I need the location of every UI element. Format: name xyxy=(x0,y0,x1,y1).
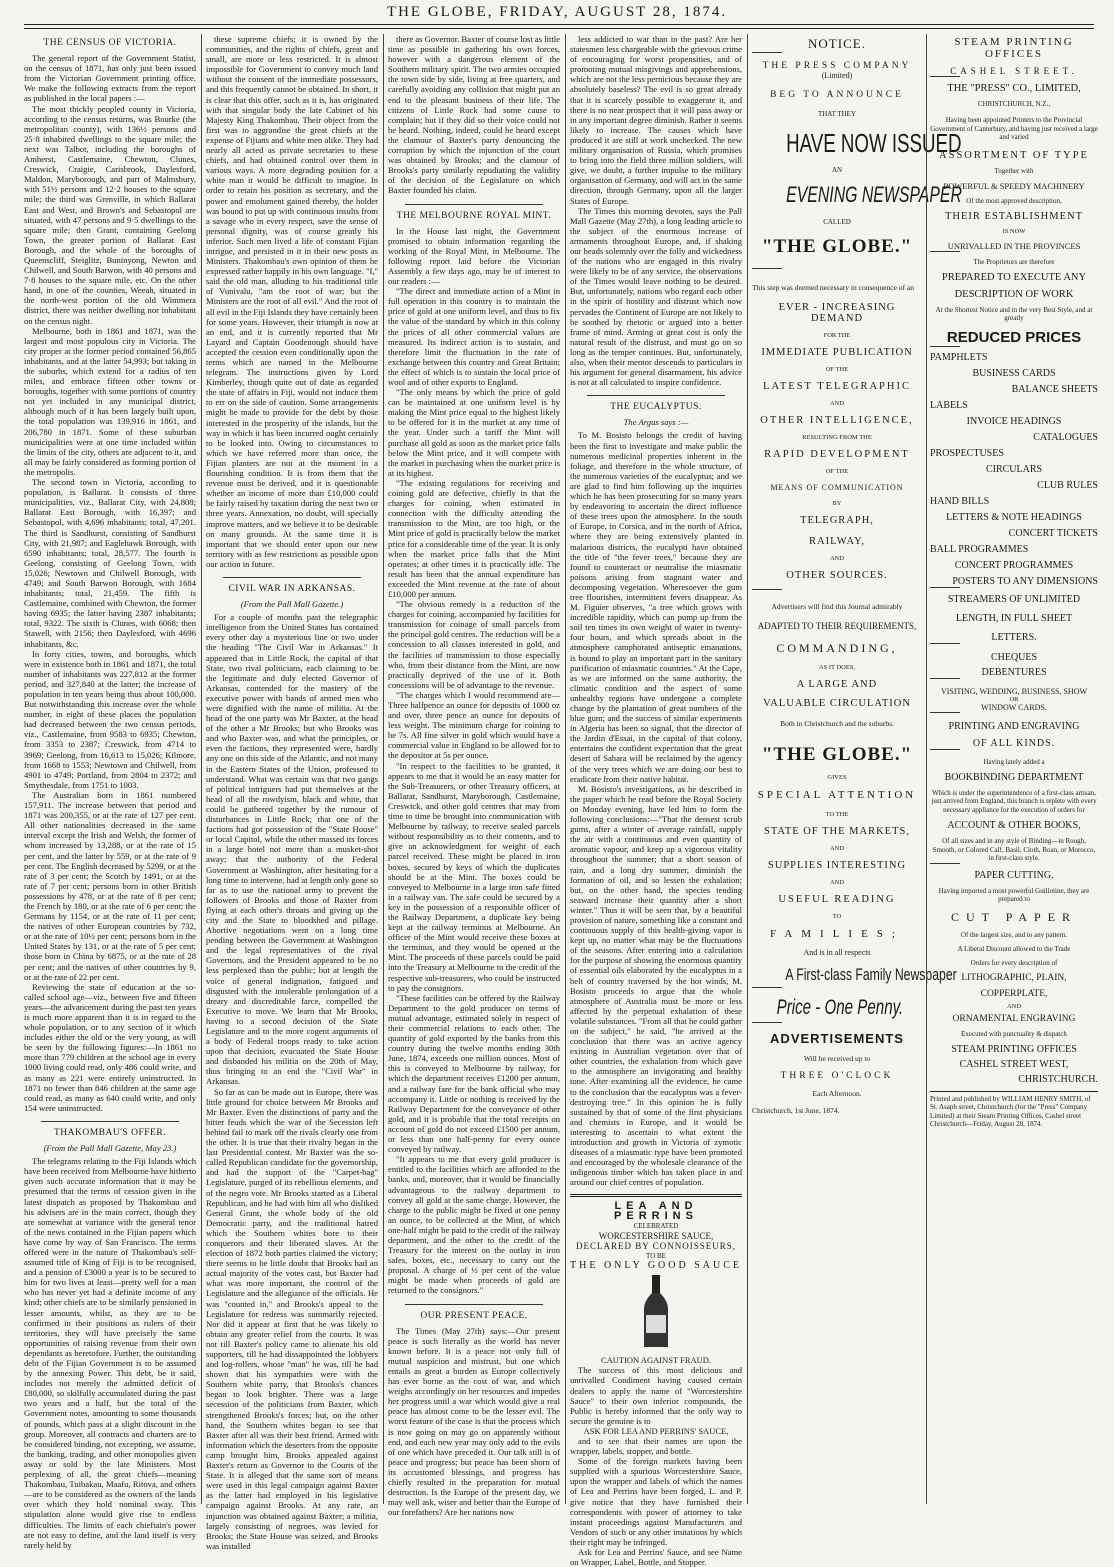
separator xyxy=(405,204,543,205)
ad-line: DEBENTURES xyxy=(981,666,1047,678)
ad-line: A Liberal Discount allowed to the Trade xyxy=(957,944,1071,953)
paragraph: The Australian born in 1861 numbered 157,911. The increase between that period and 1871 was 200,355, or at the rate of 127 per cent. All other nationalities decreased in the same interval except the Irish and Welsh, the former of whom increased by 13,288, or at the rate of 15 per cent, and the latter by 559, or at the rate of 9 per cent. The English decreased by 5299, or at the rate of 3 per cent; the Scotch by 1491, or at the rate of 7 per cent; persons born in other British possessions by 478, or at the rate of 8 per cent; the French by 180, or at the rate of 6 per cent; the Germans by 1154, or at the rate of 11 per cent; the natives of other European countries by 732, or at the rate of 10½ per cent; persons born in the United States by 131, or at the rate of 5 per cent; those born in China by 6875, or at the rate of 28 per cent; and the natives of other countries by 9, or at the rate of 22 per cent. xyxy=(24,789,196,982)
service-item: LABELS xyxy=(930,399,968,411)
paragraph: "The only means by which the price of gold can be maintained at one uniform level is by making the Mint price equal to the highest likely to be offered for it in the market at any time of the year. Under such a tariff the Mint will purchase all gold as soon as the market price falls below the Mint price, and it will compete with the market in purchasing when the market price is at its highest. xyxy=(388,387,560,478)
ad-line: Which is under the superintendence of a first-class artisan, just arrived from England, this branch is replete with every necessary appliance for the execution of orders for xyxy=(931,788,1097,814)
notice-line: OTHER SOURCES. xyxy=(786,570,888,581)
divider xyxy=(930,346,960,347)
divider xyxy=(930,678,960,679)
ad-title: STEAM PRINTING OFFICES xyxy=(954,36,1074,60)
notice-line: IMMEDIATE PUBLICATION xyxy=(761,347,913,358)
ad-line: ORNAMENTAL ENGRAVING xyxy=(952,1013,1076,1024)
separator xyxy=(587,395,725,396)
ad-line: PREPARED TO EXECUTE ANY xyxy=(941,271,1087,283)
ad-line: LENGTH, IN FULL SHEET xyxy=(955,612,1073,624)
column-rule xyxy=(201,34,202,1504)
notice-line: And is in all respects xyxy=(803,948,871,957)
ad-line: ASSORTMENT OF TYPE xyxy=(939,149,1089,161)
ad-reduced-prices: REDUCED PRICES xyxy=(946,328,1082,346)
service-item: CLUB RULES xyxy=(1037,479,1098,491)
service-item: BALL PROGRAMMES xyxy=(930,543,1029,555)
paragraph: For a couple of months past the telegraphic intelligence from the United States has contained every other day a mysterious line or two under the heading "The Civil War in Arkansas." It appeared that in Little Rock, the capital of that State, two rival politicians, each claiming to be the legitimate and duly elected Governor of Arkansas, contended for the mastery of the executive power with bands of armed men who were dignified with the name of militia. At the head of the one party was Mr Baxter, at the head of the other a Mr Brooks; but who Brooks was and who Baxter was, and what the principles, or even the factions, they represented were, hardly any one on this side of the Atlantic, and not many in the Eastern States of the Union, professed to understand. What was certain was that two gangs of political intriguers had put themselves at the head of all the rowdyism, black and white, that could be gathered together by the rumour of disturbances in Little Rock; that one of the factions had got possession of the "State House" or local Capitol, while the other massed its forces in a large hotel not more than a musket-shot away; that the authority of the Federal Government at Washington, after hesitating for a long time to intervene, had at length only gone so far as to use the national army to prevent the followers of Brooks and those of Baxter from flying at each other's throats and giving up the city and the State to bloodshed and pillage. Abortive negotiations went on a long time pending between the Government at Washington and the legal representatives of the rival Governors, and the President appeared to be no less perplexed than the public; but at length the voice of general indignation, fatigued and disgusted with the intolerable prolongation of a dreary and discreditable farce, compelled the Executive to move. We learn that Mr Brooks, having to a second decision of the State Legislature and to the more cogent arguments of a body of Federal troops ready to take action upon that decision, evacuated the State House and disbanded his militia on the 20th of May, thus bringing to an end the "Civil War" in Arkansas. xyxy=(206,612,378,1087)
service-item: POSTERS TO ANY DIMENSIONS xyxy=(952,575,1098,587)
notice-line: AN xyxy=(831,166,843,174)
paragraph: The success of this most delicious and unrivalled Condiment having caused certain dealers to apply the name of "Worcestershire Sauce" to their own inferior compounds, the Public is hereby informed that the only way to secure the genuine is to xyxy=(570,1365,742,1426)
column-1 xyxy=(24,34,196,1550)
paragraph: In the House last night, the Government promised to obtain information regarding the working of the Royal Mint, in Melbourne. The following report laid before the Victorian Assembly a few days ago, may be of interest to our readers :— xyxy=(388,225,560,287)
notice-line: OF THE xyxy=(825,366,849,373)
paragraph: "In respect to the facilities to be granted, it appears to me that it would be an easy matter for the Sub-Treasurers, or other Treasury officers, at Ballarat, Sandhurst, Maryborough, Castlemaine, Creswick, and other gold centres that may from time to time be brought into communication with Melbourne by railway, to receive sealed parcels without responsibility as to their contents, and to give an acknowledgment for weight of each parcel received. These might be placed in iron boxes, secured by keys of which the duplicates should be at the Mint. The boxes could be conveyed to Melbourne in a large iron safe fitted in a railway van. The safe could be secured by a key in the possession of a responsible officer of the Railway Department, a duplicate key being kept at the railway terminus at Melbourne. An officer of the Mint would receive these boxes at the terminus, and they would be opened at the Mint. The proceeds of these parcels could be paid into the Treasury at Melbourne to the credit of the respective sub-treasurers, who could be instructed to pay the consignors. xyxy=(388,760,560,993)
column-3 xyxy=(388,34,560,1518)
source-line: (From the Pall Mall Gazette, May 23.) xyxy=(43,1143,177,1154)
headline-thakombau: THAKOMBAU'S OFFER. xyxy=(53,1127,167,1138)
source-line: (From the Pall Mall Gazette.) xyxy=(240,599,344,610)
ad-line: CHEQUES xyxy=(990,651,1038,663)
paragraph: In forty cities, towns, and boroughs, which were in existence both in 1861 and 1871, the total number of inhabitants was 227,812 at the former period, and 327,840 at the latter; the increase of population in ten years being thus about 100,000. But notwithstanding this increase over the whole number, in eight of these places the population had decreased between the two census periods, viz., Castlemaine, from 9583 to 6935; Chewton, from 3353 to 2387; Creswick, from 4714 to 3969; Geelong, from 16,613 to 15,026; Kilmore, from 1668 to 1553; Newtown and Chilwell, from 4901 to 4749; Portland, from 2804 to 2372; and Smythesdale, from 1751 to 1003. xyxy=(24,648,196,790)
paragraph: "The direct and immediate action of a Mint in full operation in this country is to maintain the price of gold at one uniform level, and thus to fix the value of the standard by which in this colony the prices of all other commercial values are measured. Its indirect action is to sustain, and therefore limit the fluctuation in the rate of exchange between this country and Great Britain; the effect of which is to sustain the local price of wool and of other exports to England. xyxy=(388,286,560,387)
ad-line: PRINTING AND ENGRAVING xyxy=(948,720,1080,732)
ad-line: The Proprietors are therefore xyxy=(973,257,1055,266)
service-item: CATALOGUES xyxy=(1033,431,1098,443)
ad-line: CUT PAPER xyxy=(950,909,1078,924)
service-item: BALANCE SHEETS xyxy=(1011,383,1098,395)
paragraph: "The existing regulations for receiving and coining gold are defective, chiefly in that the charges for coining, when estimated in connection with the difficulty attending the transmission to the Mint, are too high, or the Mint price of gold is practically below the market price for a considerable time of the year. It is only when the market price falls that the Mint operates; at other times it is practically idle. The result has been that the annual expenditure has exceeded the Mint revenue at the rate of about £10,000 per annum. xyxy=(388,477,560,599)
notice-line: Advertisers will find this Journal admirably xyxy=(771,602,903,611)
notice-line: USEFUL READING xyxy=(778,894,896,905)
ad-line: VISITING, WEDDING, BUSINESS, SHOW xyxy=(940,686,1088,696)
divider xyxy=(752,987,782,988)
divider xyxy=(930,749,960,750)
headline-arkansas: CIVIL WAR IN ARKANSAS. xyxy=(228,583,356,594)
paragraph: "The obvious remedy is a reduction of the charges for coining, accompanied by facilities for transmission for coinage of small parcels from the principal gold centres. The reduction will be a concession to all classes interested in gold, and the facilities of transmission to those especially who, from their distance from the Mint, are now practically deprived of the use of it. Both concessions will be of advantage to the revenue. xyxy=(388,599,560,690)
paragraph: "The charges which I would recommend are—Three halfpence an ounce for deposits of 1000 oz and over, three pence an ounce for deposits of less weight. The minimum charge for coining to be 7s. All fine silver in gold which would have a commercial value in England to be allowed for to the depositor at 5s per ounce. xyxy=(388,689,560,761)
paragraph: less addicted to war than in the past? Are her statesmen less chargeable with the grievous crime of encouraging for worst propensities, and of promoting mutual misgivings and apprehensions, which are not the less pernicious because they are absolutely baseless? The evil is so great already that it is scarcely possible to exaggerate it, and there is no near prospect that it will pass away or in any important degree diminish. Rather it seems likely to increase. The causes which have produced it are still at work unchecked. The new military organisation of Russia, which promises to bring into the field three million soldiers, will give, we doubt, a further impulse to the military organisation of Germany, and will act in the same direction, through Germany, upon all the larger States of Europe. xyxy=(570,34,742,206)
ad-line: OR xyxy=(1009,695,1019,703)
service-item: CONCERT PROGRAMMES xyxy=(954,559,1074,571)
notice-line: AS IT DOES, xyxy=(818,664,856,671)
divider xyxy=(752,52,782,53)
ad-line: Of the largest size, and to any pattern. xyxy=(960,930,1068,939)
notice-line: Each Afternoon. xyxy=(812,1089,862,1098)
ad-line: UNRIVALLED IN THE PROVINCES xyxy=(947,240,1081,251)
notice-advertisements: ADVERTISEMENTS xyxy=(770,1031,904,1046)
notice-line: STATE OF THE MARKETS, xyxy=(764,826,910,837)
ad-line: Having lately added a xyxy=(983,757,1045,766)
paragraph: So far as can be made out in Europe, there was little ground for choice between Mr Brooks and Mr Baxter. Even the distinctions of party and the bitter feuds which the war of the Secession left behind fail to mark off the rivals clearly one from the other. It is true that their rivalry began in the last Presidential contest. Mr Baxter was the so-called Republican candidate for the governorship, and had the support of the "Carpet-bag" Legislature, purged of its rebellious elements, and of the negro vote. Mr Brooks started as a Liberal Republican, and he had with him all who disliked General Grant, the whole body of the old Democratic party, and the traditional hatred which the Southern whites bore to their conquerors and their liberated slaves. At the election of 1872 both parties claimed the victory; there seems to be little doubt that Brooks had an actual majority of the votes cast, but Baxter had what was more important, the control of the Legislature and the allegiance of the officials. He was "counted in," and Brooks's appeal to the Legislature for redress was summarily rejected. Nor did it appear at first that he was likely to obtain any greater relief from the courts. It was not till Baxter's policy came to alienate his old supporters, till he had dissappointed the lobbyers and log-rollers, whose "man" he was, till he had shown that his sympathies were with the Southern white party, that Brooks's chances began to look brighter. There was a large secession of the politicians from Baxter, which strengthened Brooks's forces; but, on the other hand, the Southern whites began to see that Baxter after all was their best friend. Armed with information which the deserters from the opposite camp brought him, Brooks appealed against Baxter's return as Governor to the Courts of the State. It is alleged that the same sort of means were used in this legal campaign against Baxter as the latter had employed in his legislative campaign against Brooks. At any rate, an injunction was obtained against Baxter; a militia, largely consisting of negroes, was levied for Brooks; the State House was seized, and Brooks was installed xyxy=(206,1086,378,1551)
service-item: LETTERS & NOTE HEADINGS xyxy=(946,511,1082,523)
ad-line: PAPER CUTTING. xyxy=(974,869,1054,881)
ad-line: THE ONLY GOOD SAUCE xyxy=(570,1260,743,1272)
paragraph: there as Governor. Baxter of course lost as little time as possible in gathering his own forces, however with a dangerous element of the Southern military spirit. The two armies occupied the town side by side, living at free quarters, and carefully avoiding any collision that might put an end to the pleasant business of their life. The citizens of Little Rock had some cause to complain; but if they did so their voice could not be heard. Nothing, indeed, could be heard except the clamour of Baxter's party denouncing the corruption by which the injunction of the court was obtained by Brooks; and the clamour of Brooks's party similarly repudiating the validity of the decision of the Legislature on which Baxter founded his claim. xyxy=(388,34,560,196)
headline-peace: OUR PRESENT PEACE. xyxy=(420,1310,528,1321)
imprint: Printed and published by WILLIAM HENRY SMITH, of St. Asaph street, Christchurch (for the "Press" Company Limited) at their Steam Printing Offices, Cashel street Christchurch—Friday, August 28, 1874. xyxy=(930,1094,1091,1128)
notice-line: EVER - INCREASING DEMAND xyxy=(778,302,896,324)
paragraph: "It appears to me that every gold producer is entitled to the facilities which are afforded to the banks, and, moreover, that it would be financially advantageous to the railway department to convey all gold at the same charge. However, the charge to the public might be fixed at one penny an ounce, to be collected at the Mint, of which one-half might be paid to the credit of the railway department, and the other to the credit of the Treasury for the interest on the outlay in iron safes, boxes, etc., necessary to carry out the proposal. A charge of ½ per cent of the value might be made when proceeds of gold are returned to the consignors." xyxy=(388,1154,560,1296)
ad-line: CASHEL STREET. xyxy=(950,66,1078,76)
notice-line: SPECIAL ATTENTION xyxy=(757,789,917,801)
notice-line: OTHER INTELLIGENCE, xyxy=(760,415,914,426)
notice-line: This step was deemed necessary in consequence of an xyxy=(752,283,915,292)
notice-line: Will be received up to xyxy=(803,1054,871,1063)
service-list xyxy=(930,352,1098,587)
ad-line: CELEBRATED xyxy=(633,1221,679,1230)
paragraph: and to see that their names are upon the wrapper, labels, stopper, and bottle. xyxy=(570,1436,742,1457)
paragraph: "These facilities can be offered by the Railway Department to the gold producer on terms of mutual advantage, estimated solely in respect of their commercial relations to each other. The quantity of gold exported by the banks from this country during the twelve months ending 30th June, 1874, exceeds one million ounces. Most of this is conveyed to Melbourne by railway, for which the department receives £1200 per annum, and a railway fare for the bank official who may accompany it. Little or nothing is received by the Railway Department for the conveyance of other gold, and it is probable that the total receipts on account of gold do not exceed £1500 per annum, or less than one half-penny for every ounce conveyed by railway. xyxy=(388,992,560,1155)
column-4 xyxy=(570,34,743,1567)
separator xyxy=(405,1304,543,1305)
service-item: BUSINESS CARDS xyxy=(972,367,1056,379)
column-rule xyxy=(383,34,384,1504)
ad-line: WORCESTERSHIRE SAUCE, xyxy=(598,1230,714,1241)
column-rule xyxy=(565,34,566,1504)
divider xyxy=(930,712,960,713)
notice-line: TO THE xyxy=(825,811,849,818)
column-rule xyxy=(926,34,927,1504)
notice-line: THE PRESS COMPANY xyxy=(762,61,912,71)
ad-line: CHRISTCHURCH. xyxy=(1018,1073,1098,1085)
ad-line: Together with xyxy=(994,166,1034,175)
divider xyxy=(752,589,782,590)
notice-line: AND xyxy=(829,400,845,407)
divider xyxy=(930,643,960,644)
divider xyxy=(930,251,960,252)
notice-the-globe: "THE GLOBE." xyxy=(761,236,913,257)
paragraph: Some of the foreign markets having been supplied with a spurious Worcestershire Sauce, upon the wrapper and labels of which the names of Lea and Perrins have been forged, L. and P. give notice that they have furnished their correspondents with power of attorney to take instant proceedings against Manufacturers and Vendors of such or any other imitations by which their right may be infringed. xyxy=(570,1456,742,1547)
notice-have-now-issued: HAVE NOW ISSUED xyxy=(786,128,962,158)
ad-line: POWERFUL & SPEEDY MACHINERY xyxy=(943,180,1085,191)
notice-line: Both in Christchurch and the suburbs. xyxy=(780,719,894,728)
ad-line: OF ALL KINDS. xyxy=(972,737,1056,749)
notice-line: OF THE xyxy=(825,468,849,475)
ad-line: Executed with punctuality & dispatch xyxy=(961,1029,1067,1038)
ad-line: BOOKBINDING DEPARTMENT xyxy=(944,771,1084,783)
ad-border xyxy=(570,1194,742,1197)
separator xyxy=(41,1121,179,1122)
ad-line: Having been appointed Printers to the Provincial Government of Canterbury, and having just received a large and varied xyxy=(930,116,1098,141)
notice-line: TELEGRAPH, xyxy=(800,515,874,526)
ad-line: CHRISTCHURCH, N.Z., xyxy=(977,100,1051,108)
notice-line: FAMILIES; xyxy=(770,928,904,940)
notice-line: (Limited) xyxy=(821,71,853,80)
service-item: CONCERT TICKETS xyxy=(1008,527,1098,539)
notice-line: GIVES xyxy=(827,774,847,781)
ad-line: DESCRIPTION OF WORK xyxy=(954,288,1074,300)
notice-date: Christchurch, 1st June, 1874. xyxy=(752,1106,840,1115)
masthead: THE GLOBE, FRIDAY, AUGUST 28, 1874. xyxy=(386,4,728,20)
service-item: PROSPECTUSES xyxy=(930,447,1004,459)
notice-line: SUPPLIES INTERESTING xyxy=(767,860,907,871)
paragraph: Ask for Lea and Perrins' Sauce, and see Name on Wrapper, Label, Bottle, and Stopper. xyxy=(570,1547,742,1567)
service-item: INVOICE HEADINGS xyxy=(966,415,1062,427)
headline-census: THE CENSUS OF VICTORIA. xyxy=(43,38,177,48)
ad-line: THE "PRESS" CO., LIMITED, xyxy=(947,83,1081,94)
notice-line: THAT THEY xyxy=(817,110,857,118)
notice-heading: NOTICE. xyxy=(808,36,866,51)
headline-eucalyptus: THE EUCALYPTUS. xyxy=(610,402,702,413)
notice-line: TO xyxy=(832,913,842,920)
notice-line: RESULTING FROM THE xyxy=(802,434,872,441)
divider xyxy=(930,587,960,588)
ad-line: ACCOUNT & OTHER BOOKS, xyxy=(947,820,1081,831)
ad-line: COPPERPLATE, xyxy=(980,988,1048,999)
masthead-rule-2 xyxy=(24,28,1094,29)
notice-line: THREE O'CLOCK xyxy=(780,1071,894,1081)
notice-line: ADAPTED TO THEIR REQUIREMENTS, xyxy=(757,621,917,631)
paragraph: The telegrams relating to the Fiji Islands which have been received from Melbourne have hitherto given such accurate information that it may be presumed that the terms of cession given in the latest dispatch as proposed by Thakombau and his advisers are in the main correct, though they are somewhat at variance with the general tenor of the news contained in the Fijian papers which have come by way of San Francisco. The terms offered were in the nature of Thakombau's self-assumed title of King of Fiji is to be recognised, and a pension of £3000 a year is to be secured to him for two lives at least—pretty well for a man who has never yet had a definite income of any kind; other chiefs are to be similarly pensioned in lesser amounts, whilst, as they are to be confirmed in their positions as rulers of their territories, they will have precisely the same opportunities of raising revenue from their own dependants as heretofore. Further, the outstanding debt of the Fijian Government is to be assumed by the annexing Power. This debt, be it said, includes not merely the admitted deficit of £80,000, so skilfully accumulated during the past two years and a half, but the total of the Government notes, amounting to some thousands of pounds, which pass at a slight discount in the group. Moreover, all contracts and charters are to be considered binding, not excepting, we assume, the banking, trading, and other monopolies given away or sold by the late Ministers. Most perplexing of all, the great chiefs—meaning Thakombau, Tuibakau, Maafu, Ritova, and others—are to be considered as the owners of the lands over which they hold nominal sway. This stipulation alone would give rise to endless difficulties. The limits of each chieftain's power are not easy to define, and the land itself is very rarely held by xyxy=(24,1156,196,1550)
divider xyxy=(752,268,782,269)
service-item: CIRCULARS xyxy=(985,463,1043,475)
masthead-rule xyxy=(24,24,1094,25)
paragraph: The Times (May 27th) says:—Our present peace is such literally as the world has never known before. It is a peace not only full of mutual suspicion and mistrust, but one which entails as great a burden as Europe collectively has ever borne as the cost of war, and which weighs accordingly on her resources and impedes her progress until a war which would give a real peace has almost come to be the lesser evil. The worst feature of the case is that the process which is now going on may go on apparently without end, and each new year may only add to the evils of one which have preceded it. Our talk still is of peace and progress; but peace has been shorn of its accustomed blessings, and progress has chiefly resulted in the preparation for mutual destruction. Is the Europe of the present day, we may well ask, wiser and better than the Europe of our forefathers? Are her nations now xyxy=(388,1325,560,1518)
ad-line: STEAM PRINTING OFFICES xyxy=(951,1043,1077,1055)
notice-family-newspaper: A First-class Family Newspaper xyxy=(785,965,957,984)
ad-line: DECLARED BY CONNOISSEURS, xyxy=(576,1240,736,1251)
source-line: The Argus says :— xyxy=(623,417,689,428)
notice-line: RAILWAY, xyxy=(809,536,865,547)
divider xyxy=(930,863,960,864)
notice-line: FOR THE xyxy=(823,332,851,339)
ad-ask: ASK FOR LEA AND PERRINS' SAUCE, xyxy=(583,1425,729,1436)
notice-price: Price - One Penny. xyxy=(776,996,904,1019)
paragraph: Melbourne, both in 1861 and 1871, was the largest and most populous city in Victoria. The city proper at the former period contained 56,865 inhabitants, and at the latter 54,993; but taking in the suburbs, which extend for a radius of ten miles, and embrace fifteen other towns or boroughs, together with some portions of country not yet included in any municipal district, although much of it has been largely built upon, the total population was 139,916 in 1861, and 206,780 in 1871. Some of these suburban municipalities were at one time included within the limits of the city, others are adjacent to it, and all may be fairly considered as forming portion of the metropolis. xyxy=(24,325,196,477)
ad-lea-perrins-title: LEA AND PERRINS xyxy=(614,1199,698,1222)
notice-line: A LARGE AND xyxy=(796,679,878,690)
paragraph: The second town in Victoria, according to population, is Ballarat. It consists of three municipalities, viz., Ballarat City, with 24,808; Ballarat East Borough, with 16,397; and Sebastopol, with 4,696 inhabitants; total, 47,201. The third is Sandhurst, consisting of Sandhurst City, with 21,987; and Eaglehawk Borough, with 6590 inhabitants; total, 28,577. The fourth is Geelong, consisting of Geelong Town, with 15,026; Newtown and Chilwell Borough, with 4749; and South Barwon Borough, with 1684 inhabitants; total, 21,459. The fifth is Castlemaine, combined with Chewton, the former having 6935; the latter having 2387 inhabitants; total, 9322. The sixth is Clunes, with 6068; then Stawell, with 2156; then Daylesford, with 4696 inhabitants, &c. xyxy=(24,477,196,649)
notice-line: BY xyxy=(832,500,842,507)
ad-line: LITHOGRAPHIC, PLAIN, xyxy=(961,972,1067,983)
service-item: PAMPHLETS xyxy=(930,351,988,363)
notice-line: COMMANDING, xyxy=(776,641,898,655)
divider xyxy=(930,76,960,77)
ad-line: THEIR ESTABLISHMENT xyxy=(944,210,1084,222)
notice-line: LATEST TELEGRAPHIC xyxy=(763,381,911,392)
ad-caution: CAUTION AGAINST FRAUD. xyxy=(600,1355,712,1366)
notice-line: MEANS OF COMMUNICATION xyxy=(770,483,904,492)
ad-line: STREAMERS OF UNLIMITED xyxy=(947,593,1081,605)
headline-mint: THE MELBOURNE ROYAL MINT. xyxy=(396,210,552,221)
paragraph: The Times this morning devotes, says the Pall Mall Gazette (May 27th), a long leading article to the subject of the enormous increase of armaments throughout Europe, and, if shaking our heads solemnly over the folly and wickedness of the nations who are engaged in this rivalry were likely to be of any service, the observations of the Times would leave nothing to be desired. But, unfortunately, nations who regard each other in the spirit of hostility and distrust which now pervades the Continent of Europe are not likely to be soothed by rhetoric or argued into a better frame of mind. Arming at great cost is only the natural result of the distrust, and must go on so long as the temper continues. But, unfortunately, also, when their mentor descends to particulars in his argument for general disarmament, his advice is not at all calculated to inspire confidence. xyxy=(570,205,742,388)
sauce-bottle-icon xyxy=(570,1275,742,1351)
ad-line: TO BE xyxy=(646,1251,666,1260)
ad-line: WINDOW CARDS. xyxy=(981,702,1047,712)
paragraph: M. Bosisto's investigations, as he described in the paper which he read before the Royal Society on Monday evening, have led him to form the following conclusions:—"That the densest scrub gums, after a winter of average rainfall, supply the air with a continuous and even quantity of aromatic vapour, and keep up a vigorous vitality throughout the summer; that a short season of rain, and a long dry summer, diminish the formation of oil, and so lessen the exhalation; but, on the other hand, the species tending seaward increase their quantity after a short winter." Thus it will be seen that, by a beautiful provision of nature, something like a constant and continuous supply of this health-giving vapor is kept up, no matter what may be the fluctuations of the seasons. After entering into a calculation for the purpose of showing the enormous quantity of essential oils elaborated by the eucalyptus in a belt of country traversed by the hot winds, M. Bosisto proceeds to argue that the whole atmosphere of Australia must be more or less affected by the perpetual exhalation of these volatile substances. "From all that he could gather on the subject," he said, "he arrived at the conclusion that there was an active agency existing in Australian vegetation over that of other countries, the exhalation from which gave to the atmosphere an invigorating and healthy tone. After examining all the evidence, he came to the conclusion that the eucalyptus was a fever-destroying tree." In this opinion he is fully sustained by that of some of the first physicians and chemists in Europe, and it would be interesting to ascertain to what extent the introduction and growth in Victoria of zymotic diseases of a miasmatic type have been promoted and encouraged by the wholesale clearance of the indigenous timber which has taken place in and around our chief centres of population. xyxy=(570,783,742,1188)
separator xyxy=(223,577,361,578)
ad-line: LETTERS. xyxy=(991,631,1037,643)
paragraph: Reviewing the state of education at the so-called school age—viz., between five and fifteen years—the advancement during the past ten years is much more apparent than it is in regard to the whole population, or to any section of it which includes either the old or the very young, as will be seen by the following figures:—In 1861 no more than 779 children at the school age in every 1000 living could read, only 486 could write, and as many as 221 were entirely uninstructed. In 1871 no fewer than 846 children at the same age could read, as many as 640 could write, and only 154 were uninstructed. xyxy=(24,981,196,1113)
notice-line: AND xyxy=(829,555,845,562)
ad-line: AND xyxy=(1006,1002,1022,1010)
ad-line: Having imported a most powerful Guillotine, they are prepared to xyxy=(938,886,1090,903)
paragraph: The general report of the Government Statist, on the census of 1871, has only just been issued from the Victorian Government printing office. We make the following extracts from the report as published in the local papers :— xyxy=(24,53,196,104)
notice-line: CALLED xyxy=(823,218,851,226)
notice-line: RAPID DEVELOPMENT xyxy=(764,449,910,460)
column-6-printing-ad xyxy=(930,34,1098,1129)
ad-line: CASHEL STREET WEST, xyxy=(959,1058,1069,1070)
divider xyxy=(752,1022,782,1023)
notice-line: AND xyxy=(829,845,845,852)
ad-line: Of the most approved description, xyxy=(966,196,1062,205)
notice-line: AND xyxy=(829,879,845,886)
paragraph: The most thickly peopled county in Victoria, according to the census returns, was Bourke (the metropolitan county), with 136½ persons and 25·8 inhabited dwellings to the square mile; the next was Talbot, including the boroughs of Amherst, Castlemaine, Chewton, Clunes, Creswick, Craigie, Carisbrook, Daylesford, Maldon, Maryborough, and part of Malmsbury, with 51½ persons and 12·2 houses to the square mile; the third was Grenville, in which Ballarat East and West, and Brown's and Sebastopol are situated, with 47 persons and 9·5 dwellings to the square mile; then Grant, containing Geelong Town, the greater portion of Ballarat East Borough, and the whole of the boroughs of Queenscliff, Steiglitz, Buninyong, Newton and Chilwell, and South Barwon, with 40 persons and 7·8 houses to the square mile, etc. On the other hand, in one of the counties, Weeah, situated in the north-west portion of the old Wimmera district, there was neither dwelling nor inhabitant on the census night. xyxy=(24,103,196,326)
ad-line: IS NOW xyxy=(1002,227,1026,235)
paragraph: To M. Bosisto belongs the credit of having been the first to investigate and make public the numerous medicinal properties inherent in the foliage, and therefore in the whole structure, of the numerous varieties of the eucalyptus; and we are glad to find him following up the inquiries which he has been prosecuting for so many years by endeavoring to ascertain the direct influence of these trees upon the atmosphere. In the south of Europe, in Corsica, and in the north of Africa, where they are being extensively planted in malarious districts, the eucalypti have obtained the title of "the fever trees," because they are found to counteract or neutralise the miasmatic poisons arising from stagnant water and decomposing vegetation. Wheresoever the gum tree flourishes, intermittent fevers disappear. As M. Figuier observes, "a tree which grows with incredible rapidity, which can pump up from the soil ten times its own weight of water in twenty-four hours, and which spreads about in the atmosphere camphorated antiseptic emanations, is bound to play an important part in the sanitary purification of miasmatic countries." At the Cape, as we are informed on the same authority, the climatic condition and the aspect of some unhealthy regions have undergone a complete change by the plantation of great numbers of the blue gum; and the success of similar experiments in Algeria has been so signal, that the director of the Jardin d'Essai, in the capital of that colony, entertains the confident expectation that the great desert of Sahara will be reclaimed by the agency of the very trees which we are doing our best to eradicate from their native habitat. xyxy=(570,430,742,784)
ad-line: Of all sizes and in any style of Binding—in Rough, Smooth, or Colored Calf, Basil, Cloth, Roan, or Morocco, in first-class style. xyxy=(932,837,1096,862)
notice-evening-newspaper: EVENING NEWSPAPER xyxy=(786,182,962,207)
notice-line: VALUABLE CIRCULATION xyxy=(763,698,911,709)
ad-line: At the Shortest Notice and in the very Best Style, and at greatly xyxy=(935,305,1093,322)
column-rule xyxy=(747,34,748,1504)
notice-line: BEG TO ANNOUNCE xyxy=(770,90,904,100)
service-item: HAND BILLS xyxy=(930,495,990,507)
notice-the-globe-2: "THE GLOBE." xyxy=(761,744,913,765)
ad-line: Orders for every description of xyxy=(970,958,1058,967)
column-2 xyxy=(206,34,378,1551)
paragraph: these supreme chiefs; it is owned by the communities, and the rights of chiefs, great and small, are more or less restricted. It is almost impossible for Government to convey much land without the consent of the immediate possessors, and this frequently cannot be obtained. In short, it is clear that this offer, such as it is, has originated with that singular body the late Cabinet of his Majesty King Thakombau. Their object from the first was to aggrandise the great chiefs at the expense of Fijians and white men alike. They had nearly all acted as private secretaries to these chiefs, and had obtained control over them in various ways. A more degrading position for a white man it would be difficult to imagine. In order to retain his position as secretary, and the power and emolument gained thereby, the holder was bound to put up with continuous insults from a savage who in every respect, save the sense of personal dignity, was of course greatly his inferior. Such men lived a life of constant Fijian intrigue, and persisted in it in their new posts as Ministers. Thakombau's own opinion of them he expressed rather happily in his own language. "I," said the old man, alluding to his traditional title of Vunivalu, "am the root of war; but the Ministers are the root of all evil." And the root of all evil in the Fiji Islands they have certainly been for some years. However, their triumph is now at an end, and it is currently reported that Mr Layard and Captain Goodenough should have accepted the cession even conditionally upon the terms which are named in the Melbourne telegram. The instructions given by Lord Kimberley, though quite out of date as regarded the state of affairs in Fiji, would not induce them to err on the side of caution. Some arrangements might be made to provide for the debt by those interested in the prosperity of the islands, but the way in which it has been incurred ought certainly to be looked into. Owing to circumstances to which we have referred more than once, the Fijian planters are not at the moment in a flourishing condition. It is from them that the revenue must be derived, and it is questionable whether an income of more than £10,000 could be fairly raised by taxation during the next two or three years. Annexation, no doubt, will specially improve matters, and we believe it to be desirable on many grounds. At the same time it is important that we should enter upon our new territory with as few restrictions as possible upon our action in future. xyxy=(206,34,378,569)
